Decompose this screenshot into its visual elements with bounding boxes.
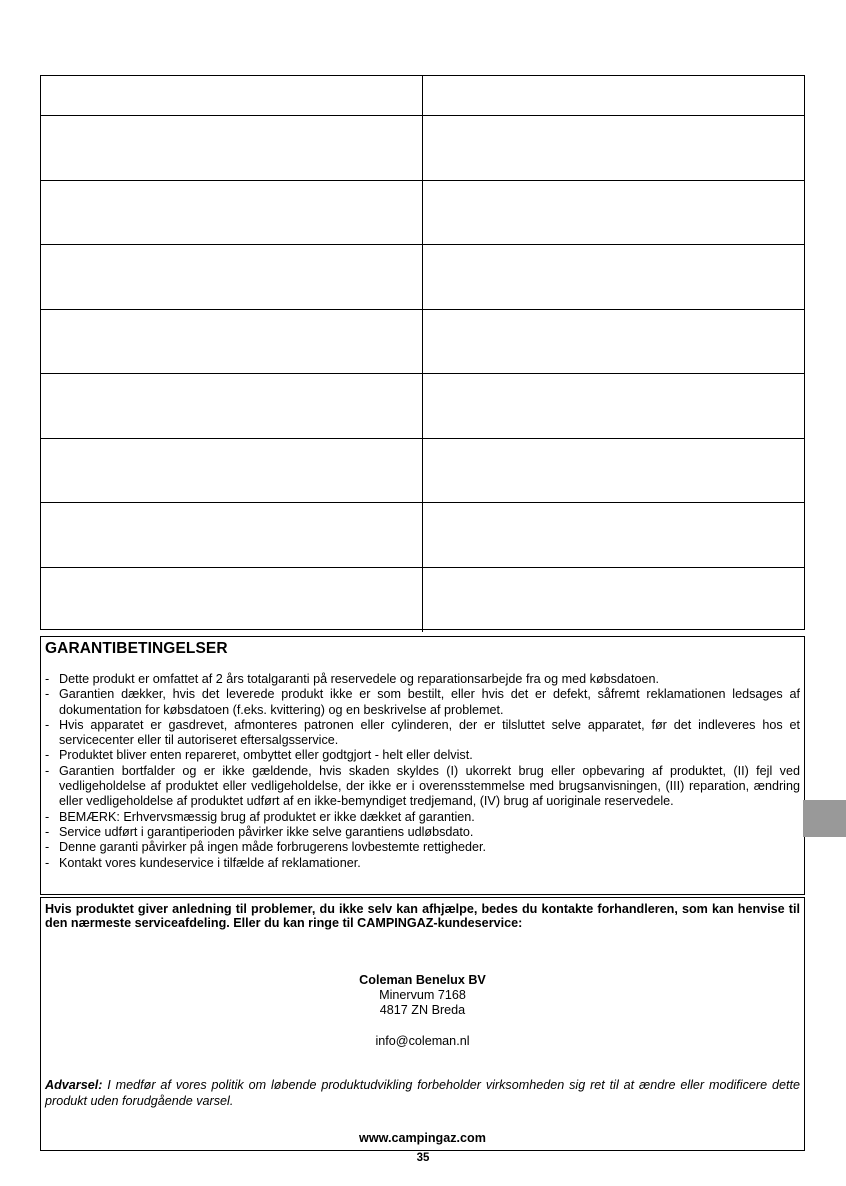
table-row <box>41 116 804 181</box>
company-name: Coleman Benelux BV <box>359 973 486 987</box>
table-cell <box>423 181 805 245</box>
table-cell <box>41 503 423 567</box>
list-item: - BEMÆRK: Erhvervsmæssig brug af produktet er ikke dækket af garantien. <box>45 809 475 824</box>
warranty-list <box>45 672 800 871</box>
table-cell <box>423 439 805 503</box>
list-item-text: Denne garanti påvirker på ingen måde forbrugerens lovbestemte rettigheder. <box>59 840 487 855</box>
table-row <box>41 374 804 439</box>
warranty-title: GARANTIBETINGELSER <box>45 640 228 657</box>
email-link[interactable]: info@coleman.nl <box>375 1034 470 1048</box>
table-row <box>41 568 804 633</box>
table-cell <box>423 374 805 438</box>
street-address: Minervum 7168 <box>379 988 466 1002</box>
table-row <box>41 245 804 310</box>
table-cell <box>41 76 423 115</box>
list-item-text: Garantien bortfalder og er ikke gældende, hvis skaden skyldes (I) ukorrekt brug eller opbevaring af produktet, (II) fejl ved vedligeholdelse af produktet eller vedligeholdelse, der ikke er i overensstemmelse med brugsanvisningen, (III) reparation, ændring eller vedligeholdelse af produktet udført af en ikke-bemyndiget tredjemand, (IV) brug af uoriginale reservedele. <box>59 763 800 809</box>
list-item: - Service udført i garantiperioden påvirker ikke selve garantiens udløbsdato. <box>45 824 474 839</box>
list-item: - Hvis apparatet er gasdrevet, afmonteres patronen eller cylinderen, der er tilsluttet selve apparatet, før det indleveres hos et servicecenter eller til autoriseret eftersalgsservice. <box>45 717 800 748</box>
list-item: - Garantien bortfalder og er ikke gældende, hvis skaden skyldes (I) ukorrekt brug eller opbevaring af produktet, (II) fejl ved vedligeholdelse af produktet eller vedligeholdelse, der ikke er i overensstemmelse med brugsanvisningen, (III) reparation, ændring eller vedligeholdelse af produktet udført af en ikke-bemyndiget tredjemand, (IV) brug af uoriginale reservedele. <box>45 763 800 809</box>
table-cell <box>41 116 423 180</box>
table-cell <box>423 568 805 633</box>
table-row <box>41 76 804 116</box>
list-item-text: Produktet bliver enten repareret, ombyttet eller godtgjort - helt eller delvist. <box>59 748 473 763</box>
table-cell <box>423 310 805 374</box>
list-item-text: Hvis apparatet er gasdrevet, afmonteres patronen eller cylinderen, der er tilsluttet selve apparatet, før det indleveres hos et servicecenter eller til autoriseret eftersalgsservice. <box>59 717 800 748</box>
warning-note <box>45 1078 800 1109</box>
empty-table <box>40 75 805 630</box>
warning-text: I medfør af vores politik om løbende produktudvikling forbeholder virksomheden sig ret til at ændre eller modificere dette produkt uden forudgående varsel. <box>45 1078 800 1108</box>
table-cell <box>423 116 805 180</box>
list-item-text: Garantien dækker, hvis det leverede produkt ikke er som bestilt, eller hvis det er defekt, såfremt reklamationen ledsages af dokumentation for købsdatoen (f.eks. kvittering) og en beskrivelse af problemet. <box>59 687 800 717</box>
table-cell <box>41 310 423 374</box>
side-tab <box>803 800 846 837</box>
list-item: - Denne garanti påvirker på ingen måde forbrugerens lovbestemte rettigheder. <box>45 840 487 855</box>
list-item-text: Kontakt vores kundeservice i tilfælde af reklamationer. <box>59 855 361 870</box>
table-cell <box>423 503 805 567</box>
table-row <box>41 439 804 504</box>
table-cell <box>41 439 423 503</box>
warranty-section <box>40 636 805 895</box>
list-item-text: BEMÆRK: Erhvervsmæssig brug af produktet er ikke dækket af garantien. <box>59 809 475 824</box>
list-item: - Garantien dækker, hvis det leverede produkt ikke er som bestilt, eller hvis det er defekt, såfremt reklamationen ledsages af dokumentation for købsdatoen (f.eks. kvittering) og en beskrivelse af problemet. <box>45 687 800 717</box>
city-address: 4817 ZN Breda <box>379 1003 466 1017</box>
warning-label: Advarsel: <box>45 1078 103 1092</box>
table-cell <box>41 374 423 438</box>
list-item-text: Dette produkt er omfattet af 2 års totalgaranti på reservedele og reparationsarbejde fra og med købsdatoen. <box>59 672 659 686</box>
table-row <box>41 503 804 568</box>
list-item-text: Service udført i garantiperioden påvirker ikke selve garantiens udløbsdato. <box>59 824 474 839</box>
table-cell <box>423 245 805 309</box>
table-row <box>41 181 804 246</box>
table-cell <box>423 76 805 115</box>
list-item: - Dette produkt er omfattet af 2 års totalgaranti på reservedele og reparationsarbejde fra og med købsdatoen. <box>45 672 659 686</box>
address-block <box>45 973 800 1018</box>
table-cell <box>41 245 423 309</box>
contact-section <box>40 897 805 1151</box>
list-item: - Kontakt vores kundeservice i tilfælde af reklamationer. <box>45 855 361 870</box>
list-item: - Produktet bliver enten repareret, ombyttet eller godtgjort - helt eller delvist. <box>45 748 473 763</box>
table-cell <box>41 568 423 633</box>
website-link[interactable]: www.campingaz.com <box>359 1131 486 1145</box>
page-number: 35 <box>416 1152 430 1164</box>
table-row <box>41 310 804 375</box>
table-cell <box>41 181 423 245</box>
contact-intro: Hvis produktet giver anledning til problemer, du ikke selv kan afhjælpe, bedes du kontakte forhandleren, som kan henvise til den nærmeste serviceafdeling. Eller du kan ringe til CAMPINGAZ-kundeservice: <box>45 902 800 930</box>
